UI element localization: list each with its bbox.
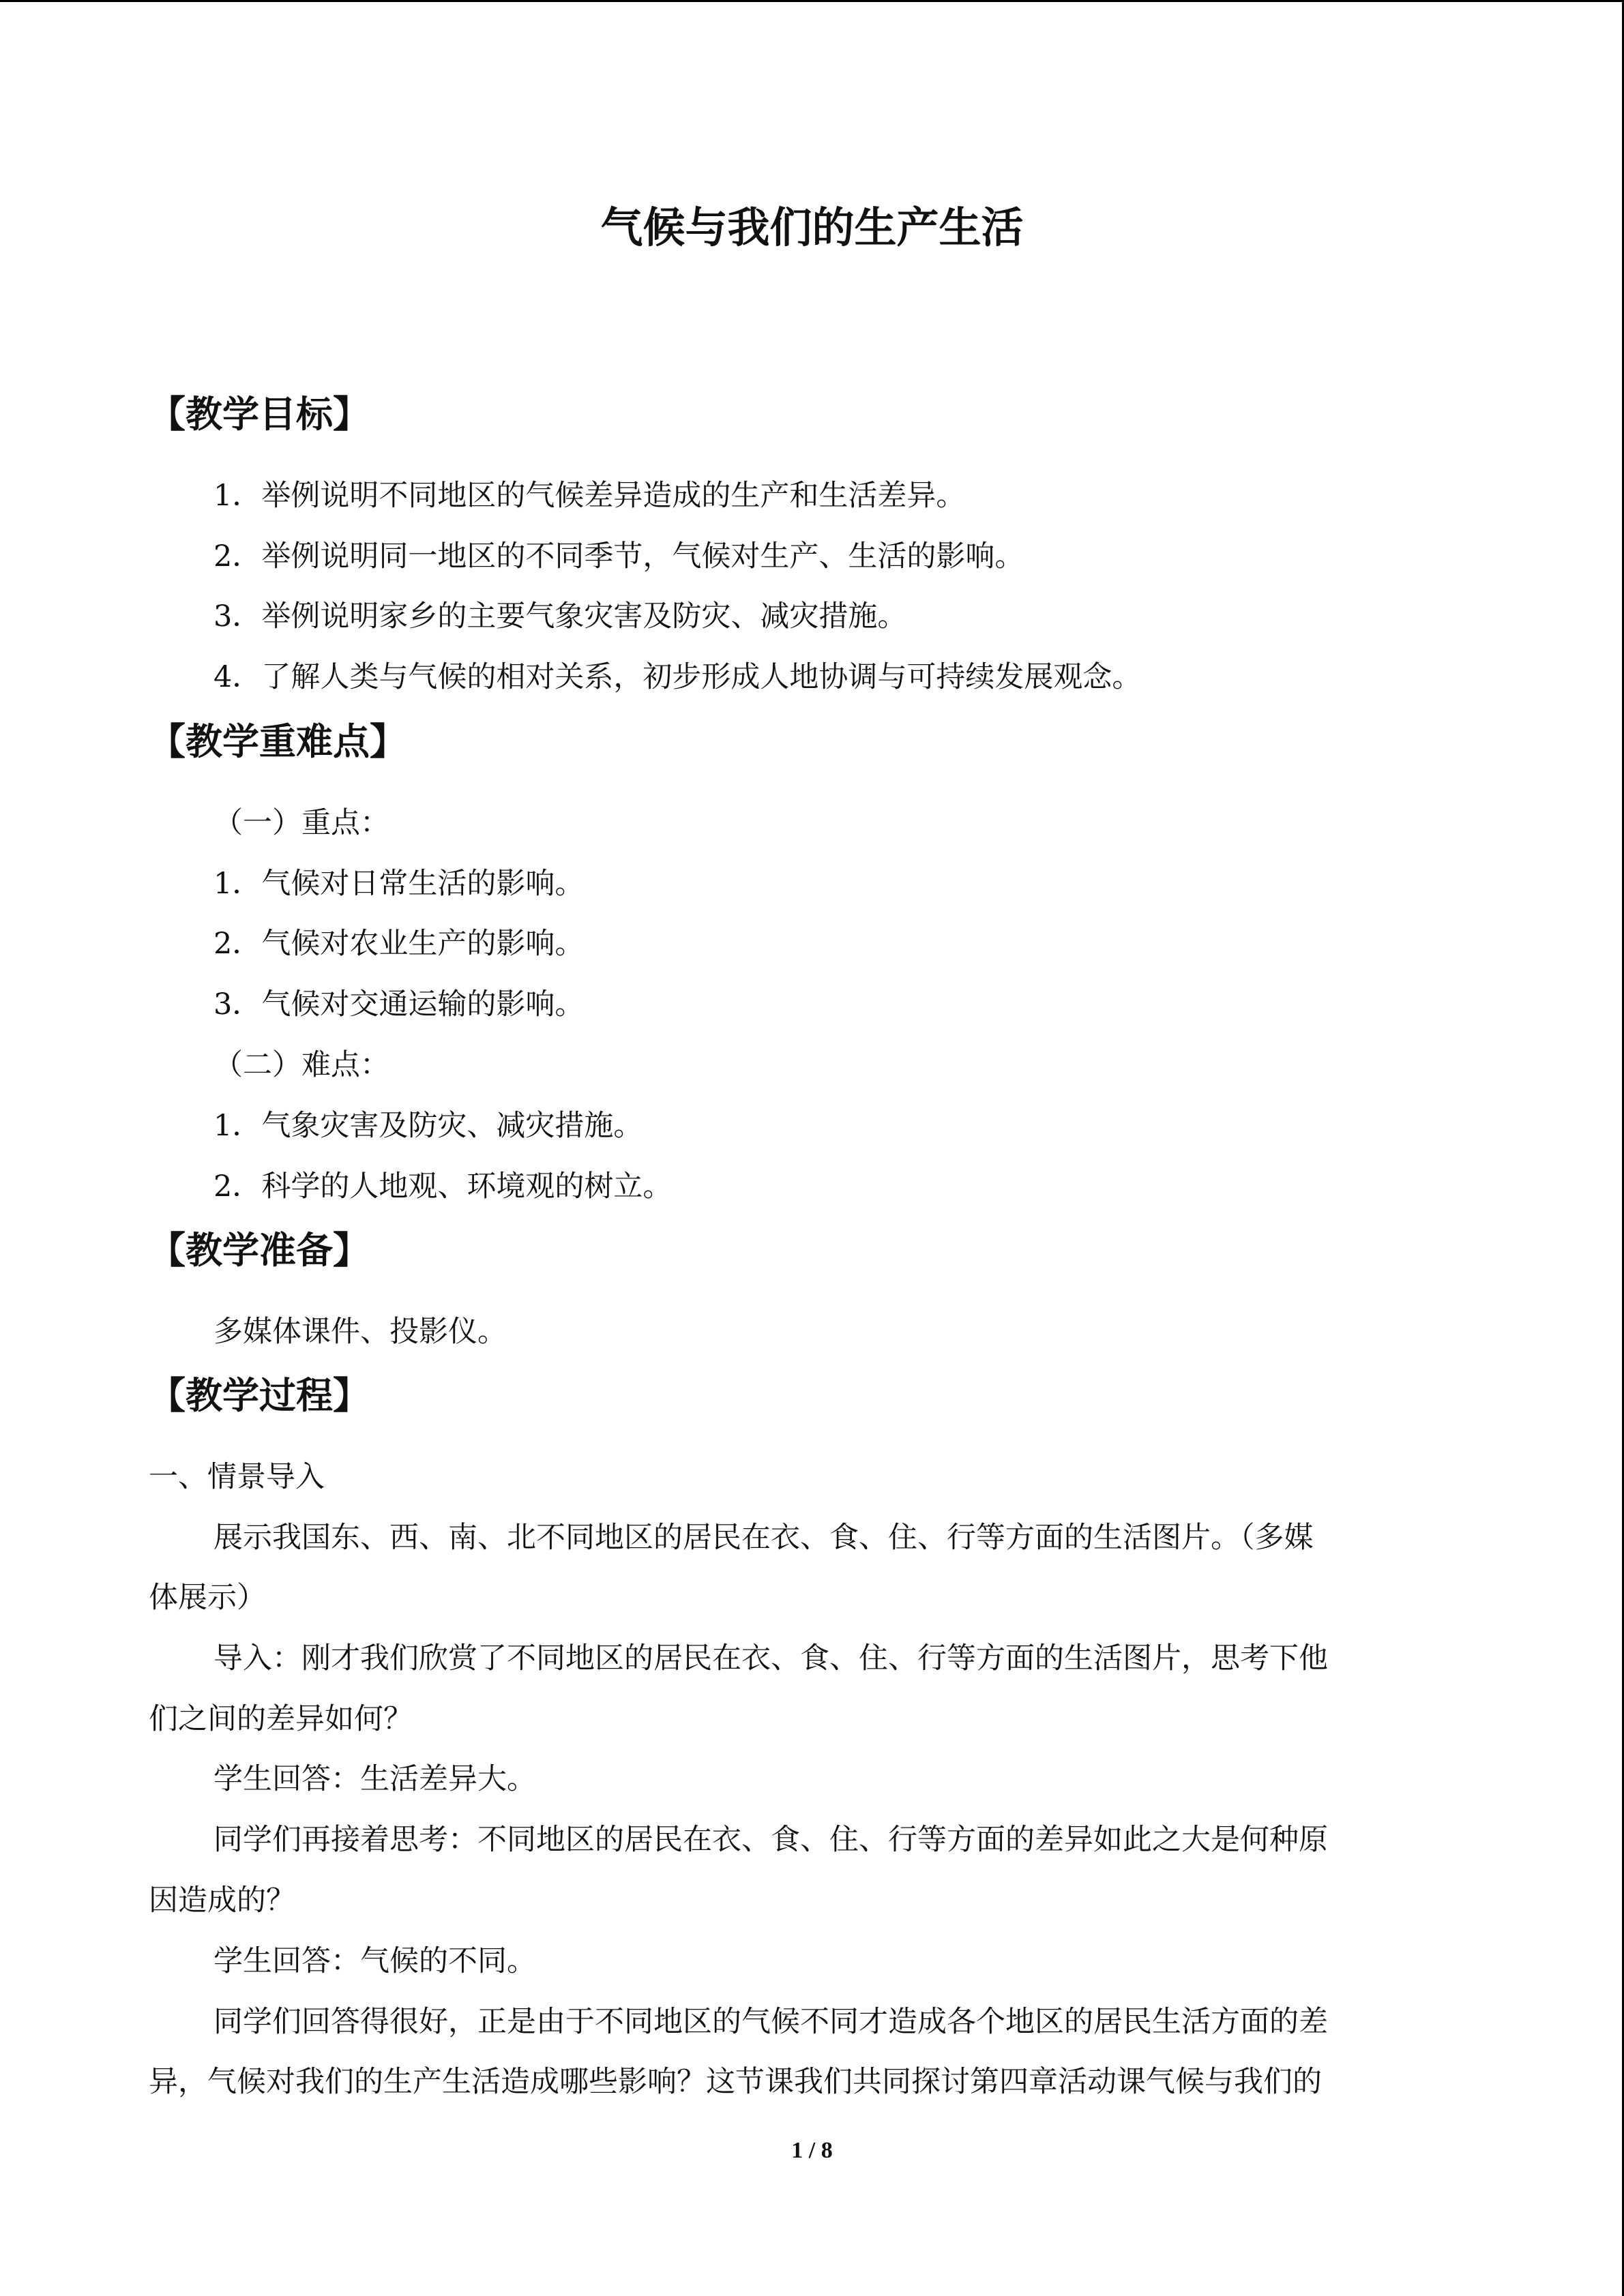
- section-heading-process: 【教学过程】: [149, 1374, 370, 1417]
- difficulty-item-2: 2．科学的人地观、环境观的树立。: [213, 1169, 673, 1204]
- preparation-text: 多媒体课件、投影仪。: [213, 1315, 507, 1349]
- focus-item-1: 1．气候对日常生活的影响。: [213, 867, 585, 901]
- process-line-1: 展示我国东、西、南、北不同地区的居民在衣、食、住、行等方面的生活图片。（多媒: [213, 1521, 1314, 1555]
- page-number: 1 / 8: [791, 2138, 833, 2163]
- process-subheading: 一、情景导入: [149, 1460, 325, 1494]
- process-line-3: 导入：刚才我们欣赏了不同地区的居民在衣、食、住、行等方面的生活图片，思考下他: [213, 1641, 1328, 1675]
- section-heading-key-points: 【教学重难点】: [149, 720, 407, 763]
- process-line-7: 因造成的？: [149, 1883, 295, 1918]
- goal-item-4: 4．了解人类与气候的相对关系，初步形成人地协调与可持续发展观念。: [213, 660, 1142, 694]
- process-line-8: 学生回答：气候的不同。: [213, 1944, 536, 1978]
- section-heading-goals: 【教学目标】: [149, 393, 370, 436]
- goal-item-3: 3．举例说明家乡的主要气象灾害及防灾、减灾措施。: [213, 599, 907, 633]
- process-line-9: 同学们回答得很好，正是由于不同地区的气候不同才造成各个地区的居民生活方面的差: [213, 2005, 1328, 2039]
- process-line-10: 异，气候对我们的生产生活造成哪些影响？这节课我们共同探讨第四章活动课气候与我们的: [149, 2065, 1322, 2099]
- goal-item-1: 1．举例说明不同地区的气候差异造成的生产和生活差异。: [213, 479, 966, 513]
- difficulty-label: （二）难点：: [213, 1048, 389, 1082]
- process-line-2: 体展示）: [149, 1581, 266, 1615]
- difficulty-item-1: 1．气象灾害及防灾、减灾措施。: [213, 1109, 643, 1143]
- focus-item-2: 2．气候对农业生产的影响。: [213, 927, 585, 961]
- process-line-6: 同学们再接着思考：不同地区的居民在衣、食、住、行等方面的差异如此之大是何种原: [213, 1823, 1328, 1857]
- section-heading-preparation: 【教学准备】: [149, 1229, 370, 1272]
- process-line-4: 们之间的差异如何？: [149, 1702, 413, 1736]
- focus-item-3: 3．气候对交通运输的影响。: [213, 987, 585, 1022]
- focus-label: （一）重点：: [213, 806, 389, 840]
- process-line-5: 学生回答：生活差异大。: [213, 1762, 536, 1796]
- goal-item-2: 2．举例说明同一地区的不同季节，气候对生产、生活的影响。: [213, 539, 1024, 573]
- document-title: 气候与我们的生产生活: [600, 203, 1024, 252]
